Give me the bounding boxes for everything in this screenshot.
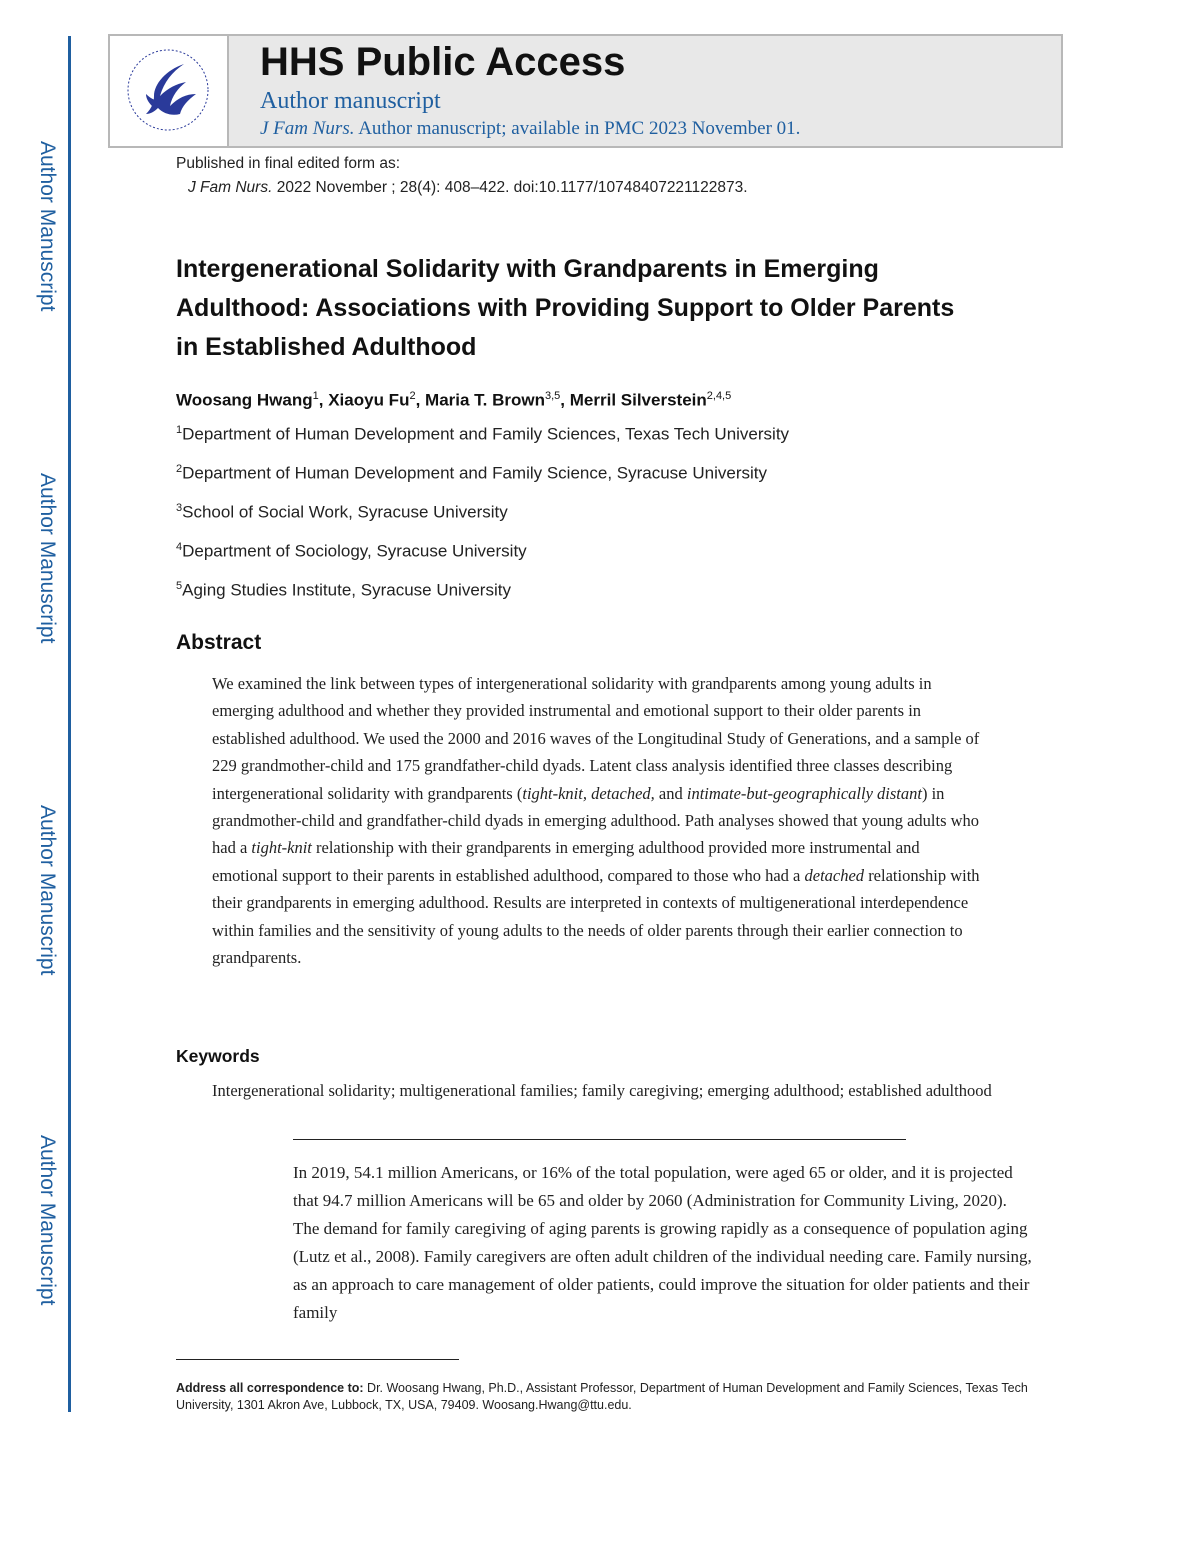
affiliation: $^2$Department of Human Development and Family Science, Syracuse University [176, 463, 767, 483]
publication-info [176, 155, 748, 197]
header-subtitle: Author manuscript [260, 88, 441, 114]
affiliation: $^1$Department of Human Development and Family Sciences, Texas Tech University [176, 424, 790, 444]
sidebar-label: Author Manuscript [36, 140, 59, 312]
citation: 2022 November ; 28(4): 408–422. doi:10.1177/10748407221122873. [276, 179, 748, 196]
author-affil-ref: 1 [312, 390, 319, 402]
section-divider [293, 1139, 906, 1140]
author-name: Woosang Hwang [176, 390, 313, 410]
footnote-label: Address all correspondence to: [176, 1381, 364, 1395]
affiliation: $^5$Aging Studies Institute, Syracuse University [176, 580, 511, 600]
publication-intro: Published in final edited form as: [176, 155, 401, 172]
author-affil-ref: 2 [409, 390, 416, 402]
author-list: Woosang Hwang$^1$, Xiaoyu Fu$^2$, Maria T. Brown$^{3,5}$, Merril Silverstein$^{2,4,5}$ [176, 390, 732, 410]
sidebar-label: Author Manuscript [36, 804, 59, 976]
hhs-logo [110, 36, 229, 146]
header-title: HHS Public Access [260, 40, 626, 84]
author-affil-ref: 2,4,5 [706, 390, 732, 402]
article-title: Intergenerational Solidarity with Grandparents in Emerging Adulthood: Associations with Providing Support to Older Parents in Established Adulthood [176, 255, 955, 361]
author-affil-ref: 3,5 [545, 390, 561, 402]
abstract-heading: Abstract [176, 631, 262, 654]
journal-abbrev: J Fam Nurs. [260, 118, 355, 139]
availability-text: Author manuscript; available in PMC 2023 November 01. [358, 118, 801, 139]
body-paragraph: In 2019, 54.1 million Americans, or 16% of the total population, were aged 65 or older, and it is projected that 94.7 million Americans will be 65 and older by 2060 (Administration for Community Living, 2020). The demand for family caregiving of aging parents is growing rapidly as a consequence of population aging (Lutz et al., 2008). Family caregivers are often adult children of the individual needing care. Family nursing, as an approach to care management of older patients, could improve the situation for older patients and their family [293, 1163, 1032, 1322]
keywords-heading: Keywords [176, 1046, 260, 1066]
sidebar-label: Author Manuscript [36, 472, 59, 644]
author-name: Xiaoyu Fu [328, 390, 410, 410]
hhs-header [108, 34, 1063, 148]
publication-citation-line [176, 179, 748, 197]
hhs-eagle-icon [124, 46, 212, 134]
author-name: Maria T. Brown [425, 390, 545, 410]
footnote-divider [176, 1359, 459, 1360]
correspondence-footnote [176, 1380, 1036, 1414]
abstract-text: We examined the link between types of intergenerational solidarity with grandparents among young adults in emerging adulthood and whether they provided instrumental and emotional support to their older parents in established adulthood. We used the 2000 and 2016 waves of the Longitudinal Study of Generations, and a sample of 229 grandmother-child and 175 grandfather-child dyads. Latent class analysis identified three classes describing intergenerational solidarity with grandparents (tight-knit, detached, and intimate-but-geographically distant) in grandmother-child and grandfather-child dyads in emerging adulthood. Path analyses showed that young adults who had a tight-knit relationship with their grandparents in emerging adulthood provided more instrumental and emotional support to their parents in established adulthood, compared to those who had a detached relationship with their grandparents in emerging adulthood. Results are interpreted in contexts of multigenerational interdependence within families and the sensitivity of young adults to the needs of older parents through their earlier connection to grandparents. [212, 674, 980, 968]
keywords-text: Intergenerational solidarity; multigenerational families; family caregiving; emerging adulthood; established adulthood [212, 1081, 992, 1100]
footnote-text: Dr. Woosang Hwang, Ph.D., Assistant Professor, Department of Human Development and Family Sciences, Texas Tech University, 1301 Akron Ave, Lubbock, TX, USA, 79409. Woosang.Hwang@ttu.edu. [176, 1381, 1028, 1412]
affiliation: $^4$Department of Sociology, Syracuse University [176, 541, 527, 561]
affiliation: $^3$School of Social Work, Syracuse University [176, 502, 508, 522]
sidebar-label: Author Manuscript [36, 1134, 59, 1306]
author-name: Merril Silverstein [569, 390, 707, 410]
header-availability [260, 118, 800, 140]
journal-abbrev: J Fam Nurs. [188, 179, 273, 196]
